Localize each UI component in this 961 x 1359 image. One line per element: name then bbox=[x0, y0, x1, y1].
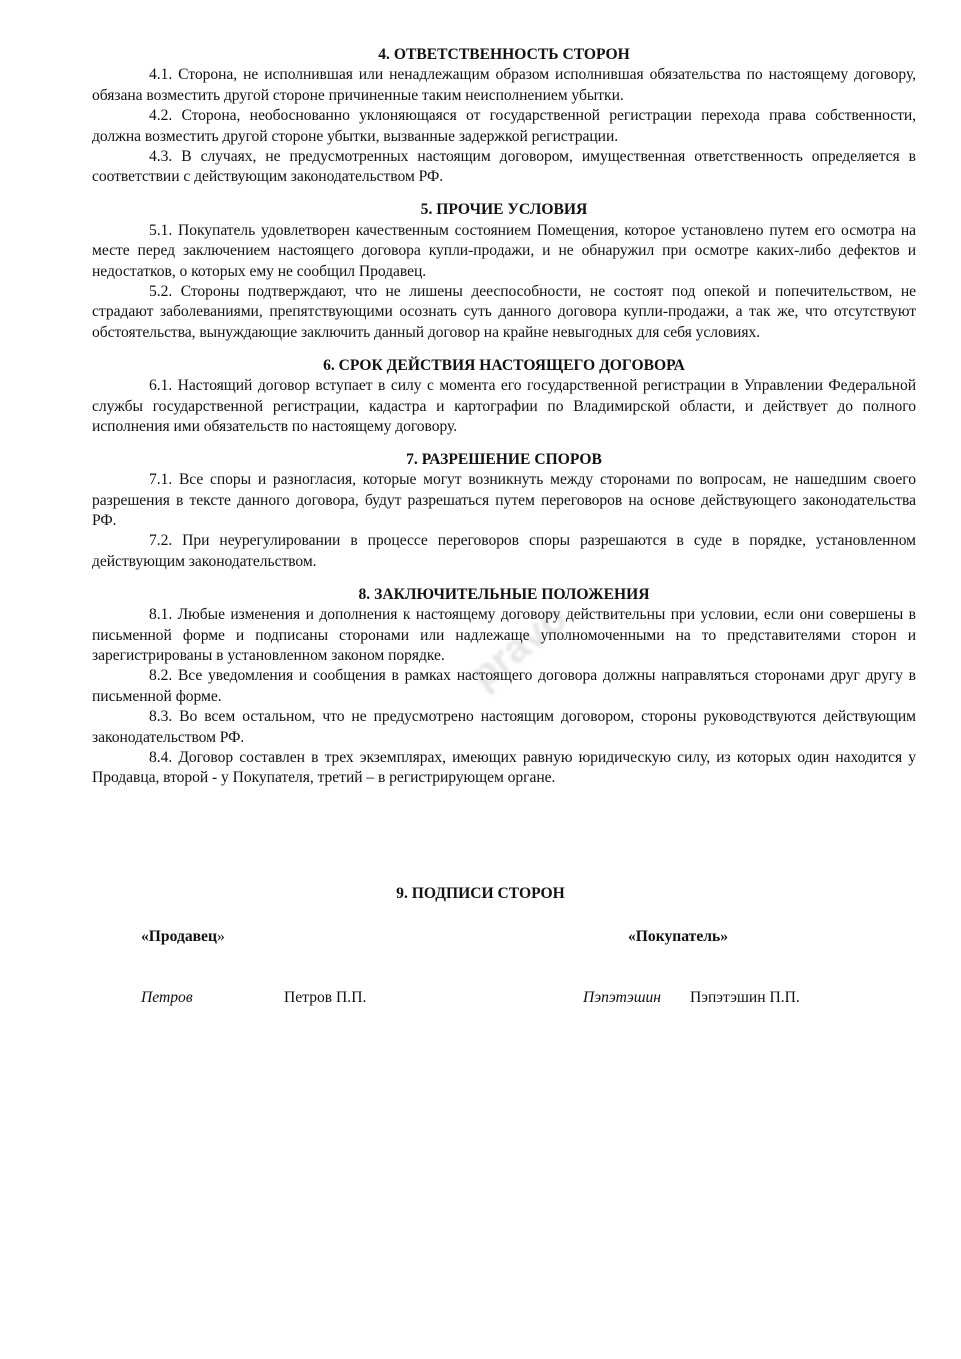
clause-5-2: 5.2. Стороны подтверждают, что не лишены дееспособности, не состоят под опекой и попечительством, не страдают заболеваниями, препятствующими осознать суть данного договора купли-продажи, а так же, что отсутствуют обстоятельства, вынуждающие заключить данный договор на крайне невыгодных для себя условиях. bbox=[92, 282, 916, 341]
clause-4-2: 4.2. Сторона, необоснованно уклоняющаяся от государственной регистрации перехода права собственности, должна возместить другой стороне убытки, вызванные задержкой регистрации. bbox=[92, 107, 916, 145]
section-other-terms bbox=[92, 200, 916, 343]
seller-label-close: » bbox=[216, 928, 225, 945]
seller-label bbox=[141, 927, 225, 947]
clause-8-3: 8.3. Во всем остальном, что не предусмотрено настоящим договором, стороны руководствуются действующим законодательством РФ. bbox=[92, 708, 916, 746]
watermark: pravo bbox=[461, 595, 575, 698]
clause-7-2: 7.2. При неурегулировании в процессе переговоров споры разрешаются в суде в порядке, установленном действующим законодательством. bbox=[92, 532, 916, 570]
section-final-provisions bbox=[92, 585, 916, 789]
section-liability bbox=[92, 45, 916, 188]
section-disputes bbox=[92, 450, 916, 572]
section-heading: 6. СРОК ДЕЙСТВИЯ НАСТОЯЩЕГО ДОГОВОРА bbox=[323, 356, 685, 374]
clause-8-2: 8.2. Все уведомления и сообщения в рамках настоящего договора должны направляться сторонами друг другу в письменной форме. bbox=[92, 667, 916, 705]
section-heading: 4. ОТВЕТСТВЕННОСТЬ СТОРОН bbox=[378, 46, 630, 63]
spacer bbox=[92, 343, 916, 356]
spacer bbox=[92, 437, 916, 450]
spacer bbox=[92, 188, 916, 201]
seller-signature: Петров bbox=[141, 989, 193, 1006]
clause-7-1: 7.1. Все споры и разногласия, которые могут возникнуть между сторонами по вопросам, не нашедшим своего разрешения в тексте данного договора, будут разрешаться путем переговоров на основе действующего законодательства РФ. bbox=[92, 471, 916, 530]
section-heading: 5. ПРОЧИЕ УСЛОВИЯ bbox=[420, 201, 588, 219]
clause-4-1: 4.1. Сторона, не исполнившая или ненадлежащим образом исполнившая обязательства по настоящему договору, обязана возместить другой стороне причиненные таким неисполнением убытки. bbox=[92, 66, 916, 104]
section-heading: 7. РАЗРЕШЕНИЕ СПОРОВ bbox=[406, 450, 602, 468]
contract-page bbox=[92, 45, 916, 789]
buyer-signature: Пэпэтэшин bbox=[583, 989, 662, 1006]
clause-6-1: 6.1. Настоящий договор вступает в силу с момента его государственной регистрации в Управлении Федеральной службы государственной регистрации, кадастра и картографии по Владимирской области, и действует до полного исполнения ими обязательств по настоящему договору. bbox=[92, 377, 916, 435]
section-heading: 8. ЗАКЛЮЧИТЕЛЬНЫЕ ПОЛОЖЕНИЯ bbox=[358, 585, 650, 603]
clause-4-3: 4.3. В случаях, не предусмотренных настоящим договором, имущественная ответственность определяется в соответствии с действующим законодательством РФ. bbox=[92, 148, 916, 186]
buyer-label bbox=[628, 927, 728, 947]
buyer-name: Пэпэтэшин П.П. bbox=[690, 989, 800, 1006]
section-term bbox=[92, 356, 916, 438]
clause-8-4: 8.4. Договор составлен в трех экземплярах, имеющих равную юридическую силу, из которых один находится у Продавца, второй - у Покупателя, третий – в регистрирующем органе. bbox=[92, 749, 916, 787]
clause-5-1: 5.1. Покупатель удовлетворен качественным состоянием Помещения, которое установлено путем его осмотра на месте перед заключением настоящего договора купли-продажи, и не обнаружил при осмотре каких-либо дефектов и недостатков, о которых ему не сообщил Продавец. bbox=[92, 221, 916, 280]
signatures-heading: 9. ПОДПИСИ СТОРОН bbox=[396, 885, 565, 902]
seller-name: Петров П.П. bbox=[284, 989, 367, 1006]
buyer-label-text: «Покупатель bbox=[628, 928, 721, 945]
spacer bbox=[92, 572, 916, 585]
buyer-label-close: » bbox=[720, 928, 729, 945]
clause-8-1: 8.1. Любые изменения и дополнения к настоящему договору действительны при условии, если они совершены в письменной форме и подписаны сторонами или надлежаще уполномоченными на то представителями сторон и зарегистрированы в установленном законом порядке. bbox=[92, 606, 916, 664]
seller-label-text: «Продавец bbox=[141, 928, 217, 945]
